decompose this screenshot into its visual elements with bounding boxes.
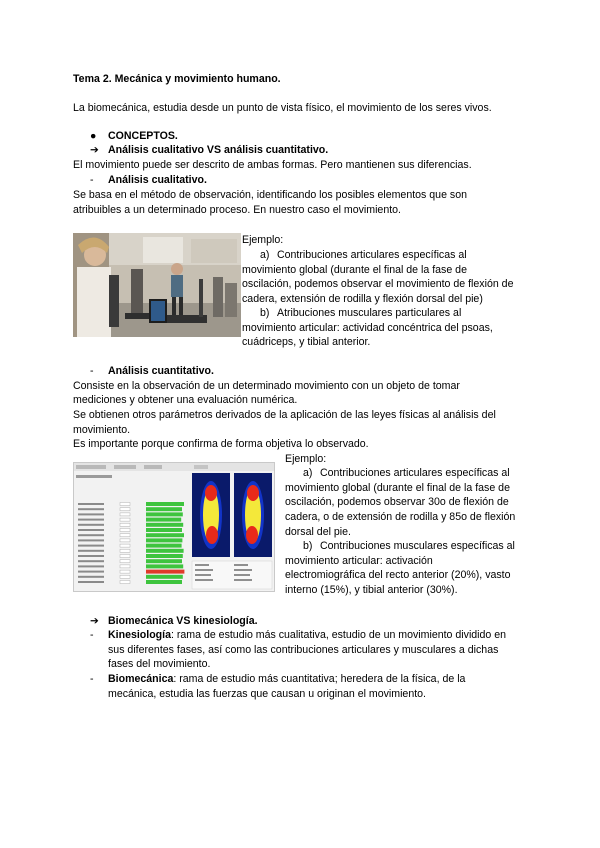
- emg-row-label: [78, 519, 104, 521]
- example-text-line: cuádriceps, y tibial anterior.: [242, 336, 371, 348]
- emg-bar: [146, 544, 182, 548]
- emg-bar: [146, 518, 181, 522]
- cuantitativo-text-line: Se obtienen otros parámetros derivados de la aplicación de las leyes físicas al análisis del: [73, 409, 496, 421]
- cuantitativo-text-line: movimiento.: [73, 424, 131, 436]
- definition-kinesiologia: [108, 628, 506, 643]
- emg-row-label: [78, 503, 104, 505]
- emg-row-label: [78, 555, 104, 557]
- example-label: Ejemplo:: [242, 234, 284, 246]
- emg-row-label: [78, 565, 104, 567]
- emg-row-label: [78, 539, 104, 541]
- emg-software-screenshot: [73, 462, 275, 592]
- cuantitativo-heading: Análisis cuantitativo.: [108, 365, 214, 377]
- example-text-line: movimiento articular: activación: [285, 555, 433, 567]
- emg-bar: [146, 559, 182, 563]
- emg-bar: [146, 580, 182, 584]
- emg-row-label: [78, 524, 104, 526]
- emg-row-label: [78, 560, 104, 562]
- example-text-line: dorsal del pie.: [285, 526, 351, 538]
- example-label: Ejemplo:: [285, 453, 327, 465]
- emg-bar: [146, 538, 182, 542]
- treadmill-photo: [73, 233, 241, 337]
- emg-value-box: [120, 513, 130, 516]
- definition-biomecanica: [108, 672, 465, 687]
- emg-value-box: [120, 549, 130, 552]
- example-text-line: oscilación, podemos observar 30o de flexión de: [285, 496, 509, 508]
- term-biomecanica: Biomecánica: [108, 673, 174, 685]
- example-text-line: cadera, o de extensión de rodilla y 85o de flexión: [285, 511, 516, 523]
- emg-bar: [146, 570, 184, 574]
- emg-value-box: [120, 565, 130, 568]
- example-marker: a): [260, 249, 270, 261]
- emg-bar: [146, 575, 183, 579]
- example-text-line: movimiento global (durante el final de la fase de: [285, 482, 510, 494]
- emg-row-label: [78, 529, 104, 531]
- emg-value-box: [120, 555, 130, 558]
- example-text-line: electromiográfica del recto anterior (20%), vasto: [285, 569, 511, 581]
- definition-text: : rama de estudio más cualitativa, estudio de un movimiento dividido en: [170, 629, 507, 641]
- emg-bar: [146, 502, 184, 506]
- intro-paragraph: La biomecánica, estudia desde un punto de vista físico, el movimiento de los seres vivos.: [73, 102, 492, 114]
- emg-bar: [146, 564, 183, 568]
- definition-text-line: sus diferentes fases, así como las contribuciones articulares y musculares a dichas: [108, 644, 499, 656]
- definition-text: : rama de estudio más cuantitativa; heredera de la física, de la: [173, 673, 466, 685]
- emg-row-label: [78, 545, 104, 547]
- emg-value-box: [120, 539, 130, 542]
- conceptos-description: El movimiento puede ser descrito de ambas formas. Pero mantienen sus diferencias.: [73, 159, 472, 171]
- emg-value-box: [120, 518, 130, 521]
- emg-bar: [146, 533, 184, 537]
- example-text-line: Contribuciones musculares específicas al: [320, 540, 515, 552]
- cualitativo-text-line: atribuibles a un determinado proceso. En nuestro caso el movimiento.: [73, 204, 401, 216]
- example-marker: b): [303, 540, 313, 552]
- emg-value-box: [120, 575, 130, 578]
- example-text-line: Atribuciones musculares particulares al: [277, 307, 462, 319]
- conceptos-subheading: Análisis cualitativo VS análisis cuantitativo.: [108, 144, 329, 156]
- emg-bar: [146, 523, 183, 527]
- emg-value-box: [120, 544, 130, 547]
- emg-value-box: [120, 529, 130, 532]
- example-marker: b): [260, 307, 270, 319]
- cuantitativo-text-line: Es importante porque confirma de forma objetiva lo observado.: [73, 438, 369, 450]
- dash-marker: -: [90, 365, 94, 377]
- emg-row-label: [78, 534, 104, 536]
- emg-bar: [146, 554, 183, 558]
- dash-marker: -: [90, 629, 94, 641]
- cuantitativo-text-line: mediciones y obtener una evaluación numérica.: [73, 394, 298, 406]
- emg-row-label: [78, 581, 104, 583]
- emg-value-box: [120, 523, 130, 526]
- example-text-line: movimiento articular: actividad concéntrica del psoas,: [242, 322, 493, 334]
- emg-bar: [146, 549, 184, 553]
- emg-row-label: [78, 513, 104, 515]
- emg-row-label: [78, 508, 104, 510]
- emg-value-box: [120, 508, 130, 511]
- emg-row-label: [78, 571, 104, 573]
- bullet-icon: ●: [90, 130, 97, 142]
- example-marker: a): [303, 467, 313, 479]
- definition-text-line: mecánica, estudia las fuerzas que causan u originan el movimiento.: [108, 688, 426, 700]
- emg-bar: [146, 512, 183, 516]
- emg-value-box: [120, 534, 130, 537]
- dash-marker: -: [90, 174, 94, 186]
- cualitativo-text-line: Se basa en el método de observación, identificando los posibles elementos que son: [73, 189, 467, 201]
- example-text-line: Contribuciones articulares específicas al: [277, 249, 467, 261]
- cualitativo-heading: Análisis cualitativo.: [108, 174, 207, 186]
- emg-bar: [146, 507, 182, 511]
- example-text-line: movimiento global (durante el final de la fase de: [242, 264, 467, 276]
- emg-value-box: [120, 570, 130, 573]
- cuantitativo-text-line: Consiste en la observación de un determinado movimiento con un objeto de tomar: [73, 380, 460, 392]
- dash-marker: -: [90, 673, 94, 685]
- page-title: Tema 2. Mecánica y movimiento humano.: [73, 73, 281, 85]
- biomecanica-vs-heading: Biomecánica VS kinesiología.: [108, 615, 258, 627]
- emg-bar: [146, 528, 182, 532]
- emg-row-label: [78, 550, 104, 552]
- example-text-line: Contribuciones articulares específicas al: [320, 467, 510, 479]
- emg-value-box: [120, 560, 130, 563]
- emg-value-box: [120, 503, 130, 506]
- emg-row-label: [78, 576, 104, 578]
- arrow-icon: ➔: [90, 144, 99, 156]
- term-kinesiologia: Kinesiología: [108, 629, 171, 641]
- example-text-line: interno (15%), y tibial anterior (30%).: [285, 584, 458, 596]
- emg-value-box: [120, 581, 130, 584]
- example-text-line: oscilación, podemos observar el movimiento de flexión de: [242, 278, 514, 290]
- example-text-line: cadera, extensión de rodilla y flexión dorsal del pie): [242, 293, 483, 305]
- arrow-icon: ➔: [90, 615, 99, 627]
- conceptos-heading: CONCEPTOS.: [108, 130, 178, 142]
- definition-text-line: fases del movimiento.: [108, 658, 211, 670]
